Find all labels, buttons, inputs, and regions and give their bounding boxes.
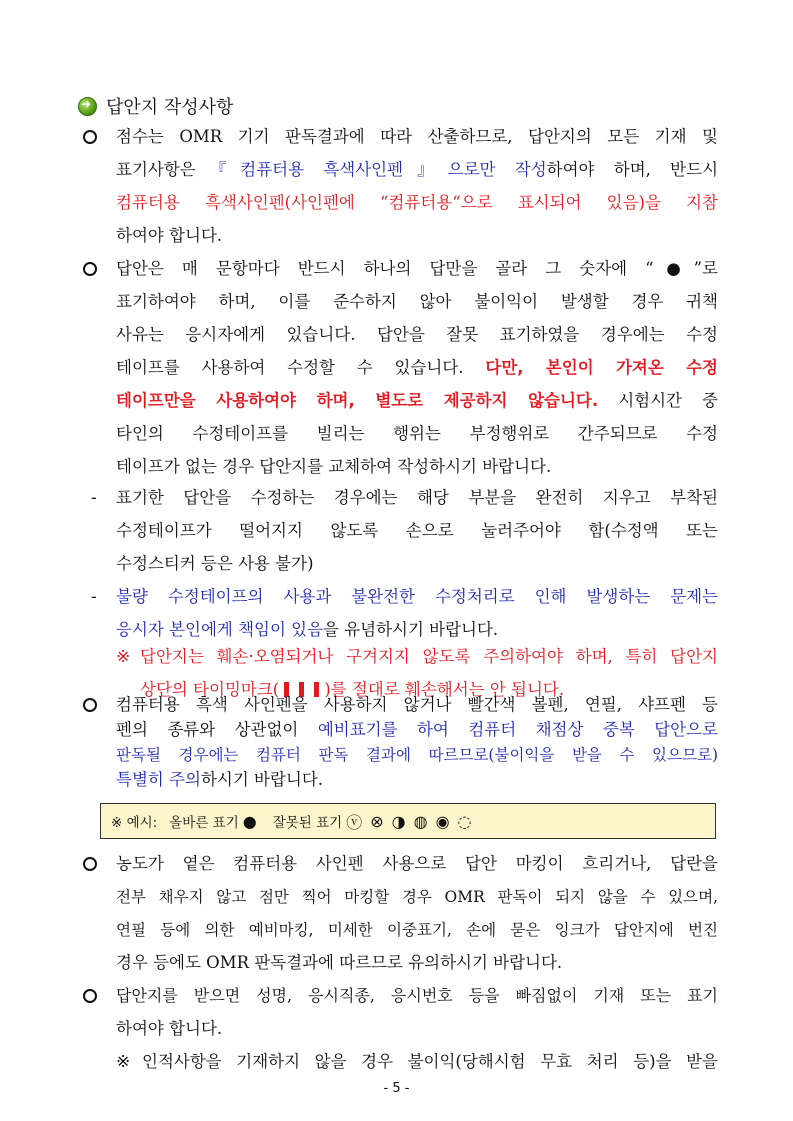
item1-line2: [116, 153, 718, 187]
correct-mark-icon: ●: [242, 811, 257, 831]
item2-line3: 사유는 응시자에게 있습니다. 답안을 잘못 표기하였을 경우에는 수정: [116, 325, 718, 344]
item3-line4-post: 하시기 바랍니다.: [200, 770, 324, 789]
item5-line1: 답안지를 받으면 성명, 응시직종, 응시번호 등을 빠짐없이 기재 또는 표기: [116, 986, 718, 1005]
wrong-mark-partial-icon: ◌: [457, 811, 472, 831]
note2-line1: 인적사항을 기재하지 않을 경우 불이익(당해시험 무효 처리 등)을 받을: [142, 1052, 718, 1071]
item2-line1: 답안은 매 문항마다 반드시 하나의 답만을 골라 그 숫자에 “●”로: [116, 259, 718, 278]
item3-line4: [116, 763, 323, 797]
circle-bullet-icon: [83, 857, 97, 871]
item3-line2-emph: 예비표기를 하여 컴퓨터 채점상 중복 답안으로: [317, 720, 718, 739]
item2-line5: [116, 384, 718, 418]
item1-line2-pre: 표기사항은: [116, 160, 196, 179]
dash-bullet: -: [91, 488, 97, 508]
item2-line4: [116, 351, 718, 385]
item3-line3: 판독될 경우에는 컴퓨터 판독 결과에 따르므로(불이익을 받을 수 있으므로): [116, 746, 718, 764]
wrong-mark-half-icon: ◑: [391, 811, 406, 831]
note1-line1: 답안지는 훼손·오염되거나 구겨지지 않도록 주의하여야 하며, 특히 답안지: [140, 647, 718, 666]
item3-line4-emph: 특별히 주의: [116, 770, 201, 789]
circle-bullet-icon: [83, 130, 97, 144]
dash2-line2-emph: 응시자 본인에게 책임이 있음: [116, 620, 324, 639]
item1-line2-emph: 『컴퓨터용 흑색사인펜』으로만 작성: [195, 160, 547, 179]
item4-line1: 농도가 옅은 컴퓨터용 사인펜 사용으로 답안 마킹이 흐리거나, 답란을: [116, 854, 718, 873]
circle-bullet-icon: [83, 698, 97, 712]
section-title-text: 답안지 작성사항: [106, 97, 234, 118]
note1-line2-pre: 상단의 타이밍마크(: [140, 680, 280, 699]
item1-line2-post: 하여야 하며, 반드시: [546, 160, 719, 179]
item4-line3: 연필 등에 의한 예비마킹, 미세한 이중표기, 손에 묻은 잉크가 답안지에 번진: [116, 921, 718, 939]
item3-line2-pre: 펜의 종류와 상관없이: [116, 720, 299, 739]
circle-bullet-icon: [83, 262, 97, 276]
dash1-line3: 수정스티커 등은 사용 불가): [116, 554, 314, 573]
page-number: - 5 -: [383, 1081, 410, 1096]
circle-bullet-icon: [83, 989, 97, 1003]
item2-line2: 표기하여야 하며, 이를 준수하지 않아 불이익이 발생할 경우 귀책: [116, 292, 718, 311]
dash1-line2: 수정테이프가 떨어지지 않도록 손으로 눌러주어야 함(수정액 또는: [116, 521, 718, 540]
dash1-line1: 표기한 답안을 수정하는 경우에는 해당 부분을 완전히 지우고 부착된: [116, 488, 718, 507]
item2-line4-pre: 테이프를 사용하여 수정할 수 있습니다.: [116, 358, 464, 377]
wrong-label: 잘못된 표기: [272, 815, 343, 831]
dash2-line1: 불량 수정테이프의 사용과 불완전한 수정처리로 인해 발생하는 문제는: [116, 587, 718, 606]
example-box: [100, 803, 716, 839]
wrong-mark-dot-icon: ◉: [435, 811, 450, 831]
dash-bullet: -: [91, 587, 97, 607]
item1-line3: 컴퓨터용 흑색사인펜(사인펜에 “컴퓨터용“으로 표시되어 있음)을 지참: [116, 193, 718, 212]
reference-mark: ※: [116, 1052, 131, 1072]
wrong-mark-x-icon: ⊗: [370, 811, 384, 831]
item2-line5-post: 시험시간 중: [618, 391, 718, 410]
wrong-mark-lines-icon: ◍: [413, 811, 428, 831]
item2-line7: 테이프가 없는 경우 답안지를 교체하여 작성하시기 바랍니다.: [116, 457, 552, 476]
item2-line6: 타인의 수정테이프를 빌리는 행위는 부정행위로 간주되므로 수정: [116, 424, 718, 443]
dash2-line2-post: 을 유념하시기 바랍니다.: [323, 620, 499, 639]
correct-label: 올바른 표기: [169, 815, 239, 831]
reference-mark: ※: [116, 647, 131, 667]
item4-line2: 전부 채우지 않고 점만 찍어 마킹할 경우 OMR 판독이 되지 않을 수 있으며,: [116, 888, 718, 906]
note1-line2-post: )를 절대로 훼손해서는 안 됩니다.: [324, 680, 565, 699]
item1-line1: 점수는 OMR 기기 판독결과에 따라 산출하므로, 답안지의 모든 기재 및: [116, 127, 718, 146]
arrow-circle-icon: [78, 97, 97, 116]
item2-line5-emph: 테이프만을 사용하여야 하며, 별도로 제공하지 않습니다.: [116, 391, 599, 410]
item3-line1: 컴퓨터용 흑색 사인펜을 사용하지 않거나 빨간색 볼펜, 연필, 샤프펜 등: [116, 695, 718, 714]
example-prefix: ※ 예시:: [111, 815, 158, 831]
item4-line4: 경우 등에도 OMR 판독결과에 따르므로 유의하시기 바랍니다.: [116, 953, 563, 972]
item2-line4-emph: 다만, 본인이 가져온 수정: [485, 358, 718, 377]
item1-line4: 하여야 합니다.: [116, 226, 223, 245]
section-title: [78, 90, 233, 122]
wrong-mark-v-icon: ⓥ: [346, 812, 363, 832]
item5-line2: 하여야 합니다.: [116, 1019, 223, 1038]
